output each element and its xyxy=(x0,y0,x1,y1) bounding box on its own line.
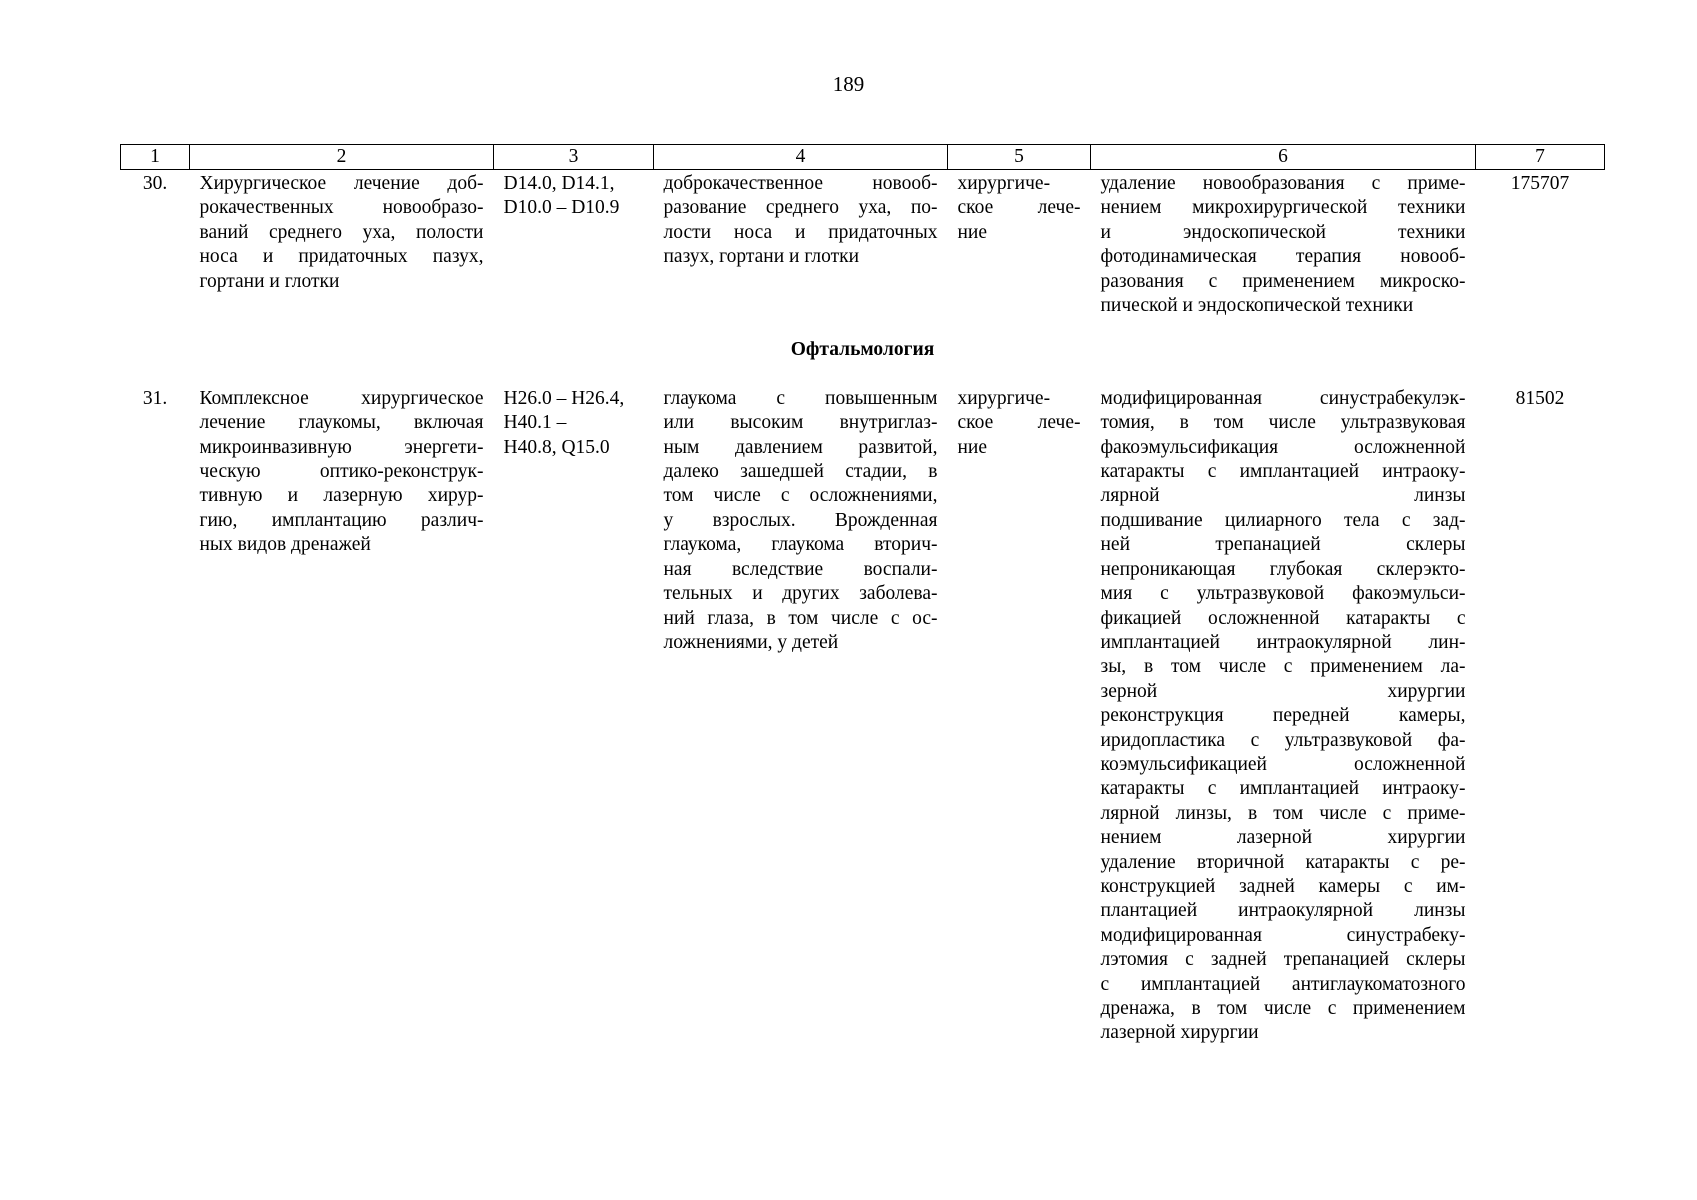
cell-line: доброкачественное новооб- xyxy=(663,173,938,194)
cell-line: дренажа, в том числе с применением xyxy=(1100,998,1466,1019)
header-col-7: 7 xyxy=(1476,145,1605,170)
cell-line: реконструкция передней камеры, xyxy=(1100,705,1466,727)
cell-line: гортани и глотки xyxy=(199,270,340,292)
cell-line: имплантацией интраокулярной лин- xyxy=(1100,631,1466,653)
cell-line: гию, имплантацию различ- xyxy=(199,509,484,531)
cell-line: лазерной хирургии xyxy=(1100,1022,1259,1044)
cell-line: Хирургическое лечение доб- xyxy=(199,173,484,194)
cell-line: глаукома с повышенным xyxy=(663,387,938,409)
cell-icd-codes xyxy=(494,170,654,319)
cell-line: фотодинамическая терапия новооб- xyxy=(1100,246,1466,268)
cell-line: лэтомия с задней трепанацией склеры xyxy=(1100,949,1466,971)
cell-line: модифицированная синустрабекулэк- xyxy=(1100,387,1466,409)
cell-line: ние xyxy=(957,221,988,243)
cell-line: тивную и лазерную хирур- xyxy=(199,485,484,507)
cell-line: катаракты с имплантацией интраоку- xyxy=(1100,461,1466,483)
section-title: Офтальмология xyxy=(790,339,935,361)
cell-line: H40.1 – xyxy=(503,412,567,434)
cell-line: ных видов дренажей xyxy=(199,534,371,556)
cell-line: мия с ультразвуковой факоэмульси- xyxy=(1100,583,1466,605)
cell-line: удаление новообразования с приме- xyxy=(1100,173,1466,194)
cell-line: H26.0 – H26.4, xyxy=(503,387,625,409)
cell-line: ложнениями, у детей xyxy=(663,631,839,653)
cell-line: лярной линзы xyxy=(1100,485,1466,507)
cell-line: пической и эндоскопической техники xyxy=(1100,295,1414,317)
cell-patient-model xyxy=(654,170,948,319)
header-col-5: 5 xyxy=(948,145,1091,170)
cell-line: плантацией интраокулярной линзы xyxy=(1100,900,1466,922)
header-col-2: 2 xyxy=(190,145,494,170)
cell-line: носа и придаточных пазух, xyxy=(199,246,484,268)
cell-treatment-method xyxy=(1091,170,1476,319)
cell-line: коэмульсификацией осложненной xyxy=(1100,753,1466,775)
cell-line: ское лече- xyxy=(957,412,1081,434)
cell-line: пазух, гортани и глотки xyxy=(663,246,860,268)
cell-treatment-type xyxy=(948,387,1091,1046)
table-row-31 xyxy=(121,387,1605,1046)
cell-line: ным давлением развитой, xyxy=(663,436,938,458)
cell-line: или высоким внутриглаз- xyxy=(663,412,938,434)
cell-line: лости носа и придаточных xyxy=(663,221,938,243)
cell-line: рокачественных новообразо- xyxy=(199,197,484,219)
cell-line: и эндоскопической техники xyxy=(1100,221,1466,243)
cell-line: далеко зашедшей стадии, в xyxy=(663,461,938,483)
header-col-1: 1 xyxy=(121,145,190,170)
cell-line: ние xyxy=(957,436,988,458)
section-row xyxy=(121,318,1605,386)
cell-line: удаление вторичной катаракты с ре- xyxy=(1100,851,1466,873)
cell-line: D14.0, D14.1, xyxy=(503,173,615,194)
cell-cost: 81502 xyxy=(1515,387,1565,409)
cell-line: ческую оптико-реконструк- xyxy=(199,461,484,483)
cell-line: с имплантацией антиглаукоматозного xyxy=(1100,973,1466,995)
cell-cost: 175707 xyxy=(1510,173,1570,194)
cell-line: разование среднего уха, по- xyxy=(663,197,938,219)
cell-line: непроникающая глубокая склерэкто- xyxy=(1100,558,1466,580)
cell-line: D10.0 – D10.9 xyxy=(503,197,620,219)
table-row-30 xyxy=(121,170,1605,319)
cell-line: хирургиче- xyxy=(957,173,1051,194)
header-col-4: 4 xyxy=(654,145,948,170)
row-number: 30. xyxy=(142,173,168,194)
cell-line: подшивание цилиарного тела с зад- xyxy=(1100,509,1466,531)
cell-service-name xyxy=(190,170,494,319)
cell-line: ней трепанацией склеры xyxy=(1100,534,1466,556)
cell-icd-codes xyxy=(494,387,654,1046)
row-number: 31. xyxy=(142,387,168,409)
cell-line: иридопластика с ультразвуковой фа- xyxy=(1100,729,1466,751)
cell-line: нением лазерной хирургии xyxy=(1100,827,1466,849)
cell-line: факоэмульсификация осложненной xyxy=(1100,436,1466,458)
cell-line: ское лече- xyxy=(957,197,1081,219)
cell-line: тельных и других заболева- xyxy=(663,583,938,605)
cell-line: лечение глаукомы, включая xyxy=(199,412,484,434)
cell-line: конструкцией задней камеры с им- xyxy=(1100,875,1466,897)
cell-line: зы, в том числе с применением ла- xyxy=(1100,656,1466,678)
page-number: 189 xyxy=(832,72,865,96)
cell-line: ваний среднего уха, полости xyxy=(199,221,484,243)
services-table xyxy=(120,144,1605,1046)
cell-service-name xyxy=(190,387,494,1046)
cell-line: хирургиче- xyxy=(957,387,1051,409)
cell-patient-model xyxy=(654,387,948,1046)
cell-line: ная вследствие воспали- xyxy=(663,558,938,580)
cell-line: зерной хирургии xyxy=(1100,680,1466,702)
cell-line: у взрослых. Врожденная xyxy=(663,509,938,531)
cell-treatment-method xyxy=(1091,387,1476,1046)
cell-line: томия, в том числе ультразвуковая xyxy=(1100,412,1466,434)
cell-line: нением микрохирургической техники xyxy=(1100,197,1466,219)
cell-line: Комплексное хирургическое xyxy=(199,387,484,409)
header-row xyxy=(121,145,1605,170)
cell-line: модифицированная синустрабеку- xyxy=(1100,924,1466,946)
cell-line: разования с применением микроско- xyxy=(1100,270,1466,292)
cell-treatment-type xyxy=(948,170,1091,319)
header-col-3: 3 xyxy=(494,145,654,170)
cell-line: микроинвазивную энергети- xyxy=(199,436,484,458)
cell-line: ний глаза, в том числе с ос- xyxy=(663,607,938,629)
cell-line: глаукома, глаукома вторич- xyxy=(663,534,938,556)
cell-line: катаракты с имплантацией интраоку- xyxy=(1100,778,1466,800)
header-col-6: 6 xyxy=(1091,145,1476,170)
cell-line: лярной линзы, в том числе с приме- xyxy=(1100,802,1466,824)
cell-line: том числе с осложнениями, xyxy=(663,485,938,507)
cell-line: H40.8, Q15.0 xyxy=(503,436,610,458)
cell-line: фикацией осложненной катаракты с xyxy=(1100,607,1466,629)
